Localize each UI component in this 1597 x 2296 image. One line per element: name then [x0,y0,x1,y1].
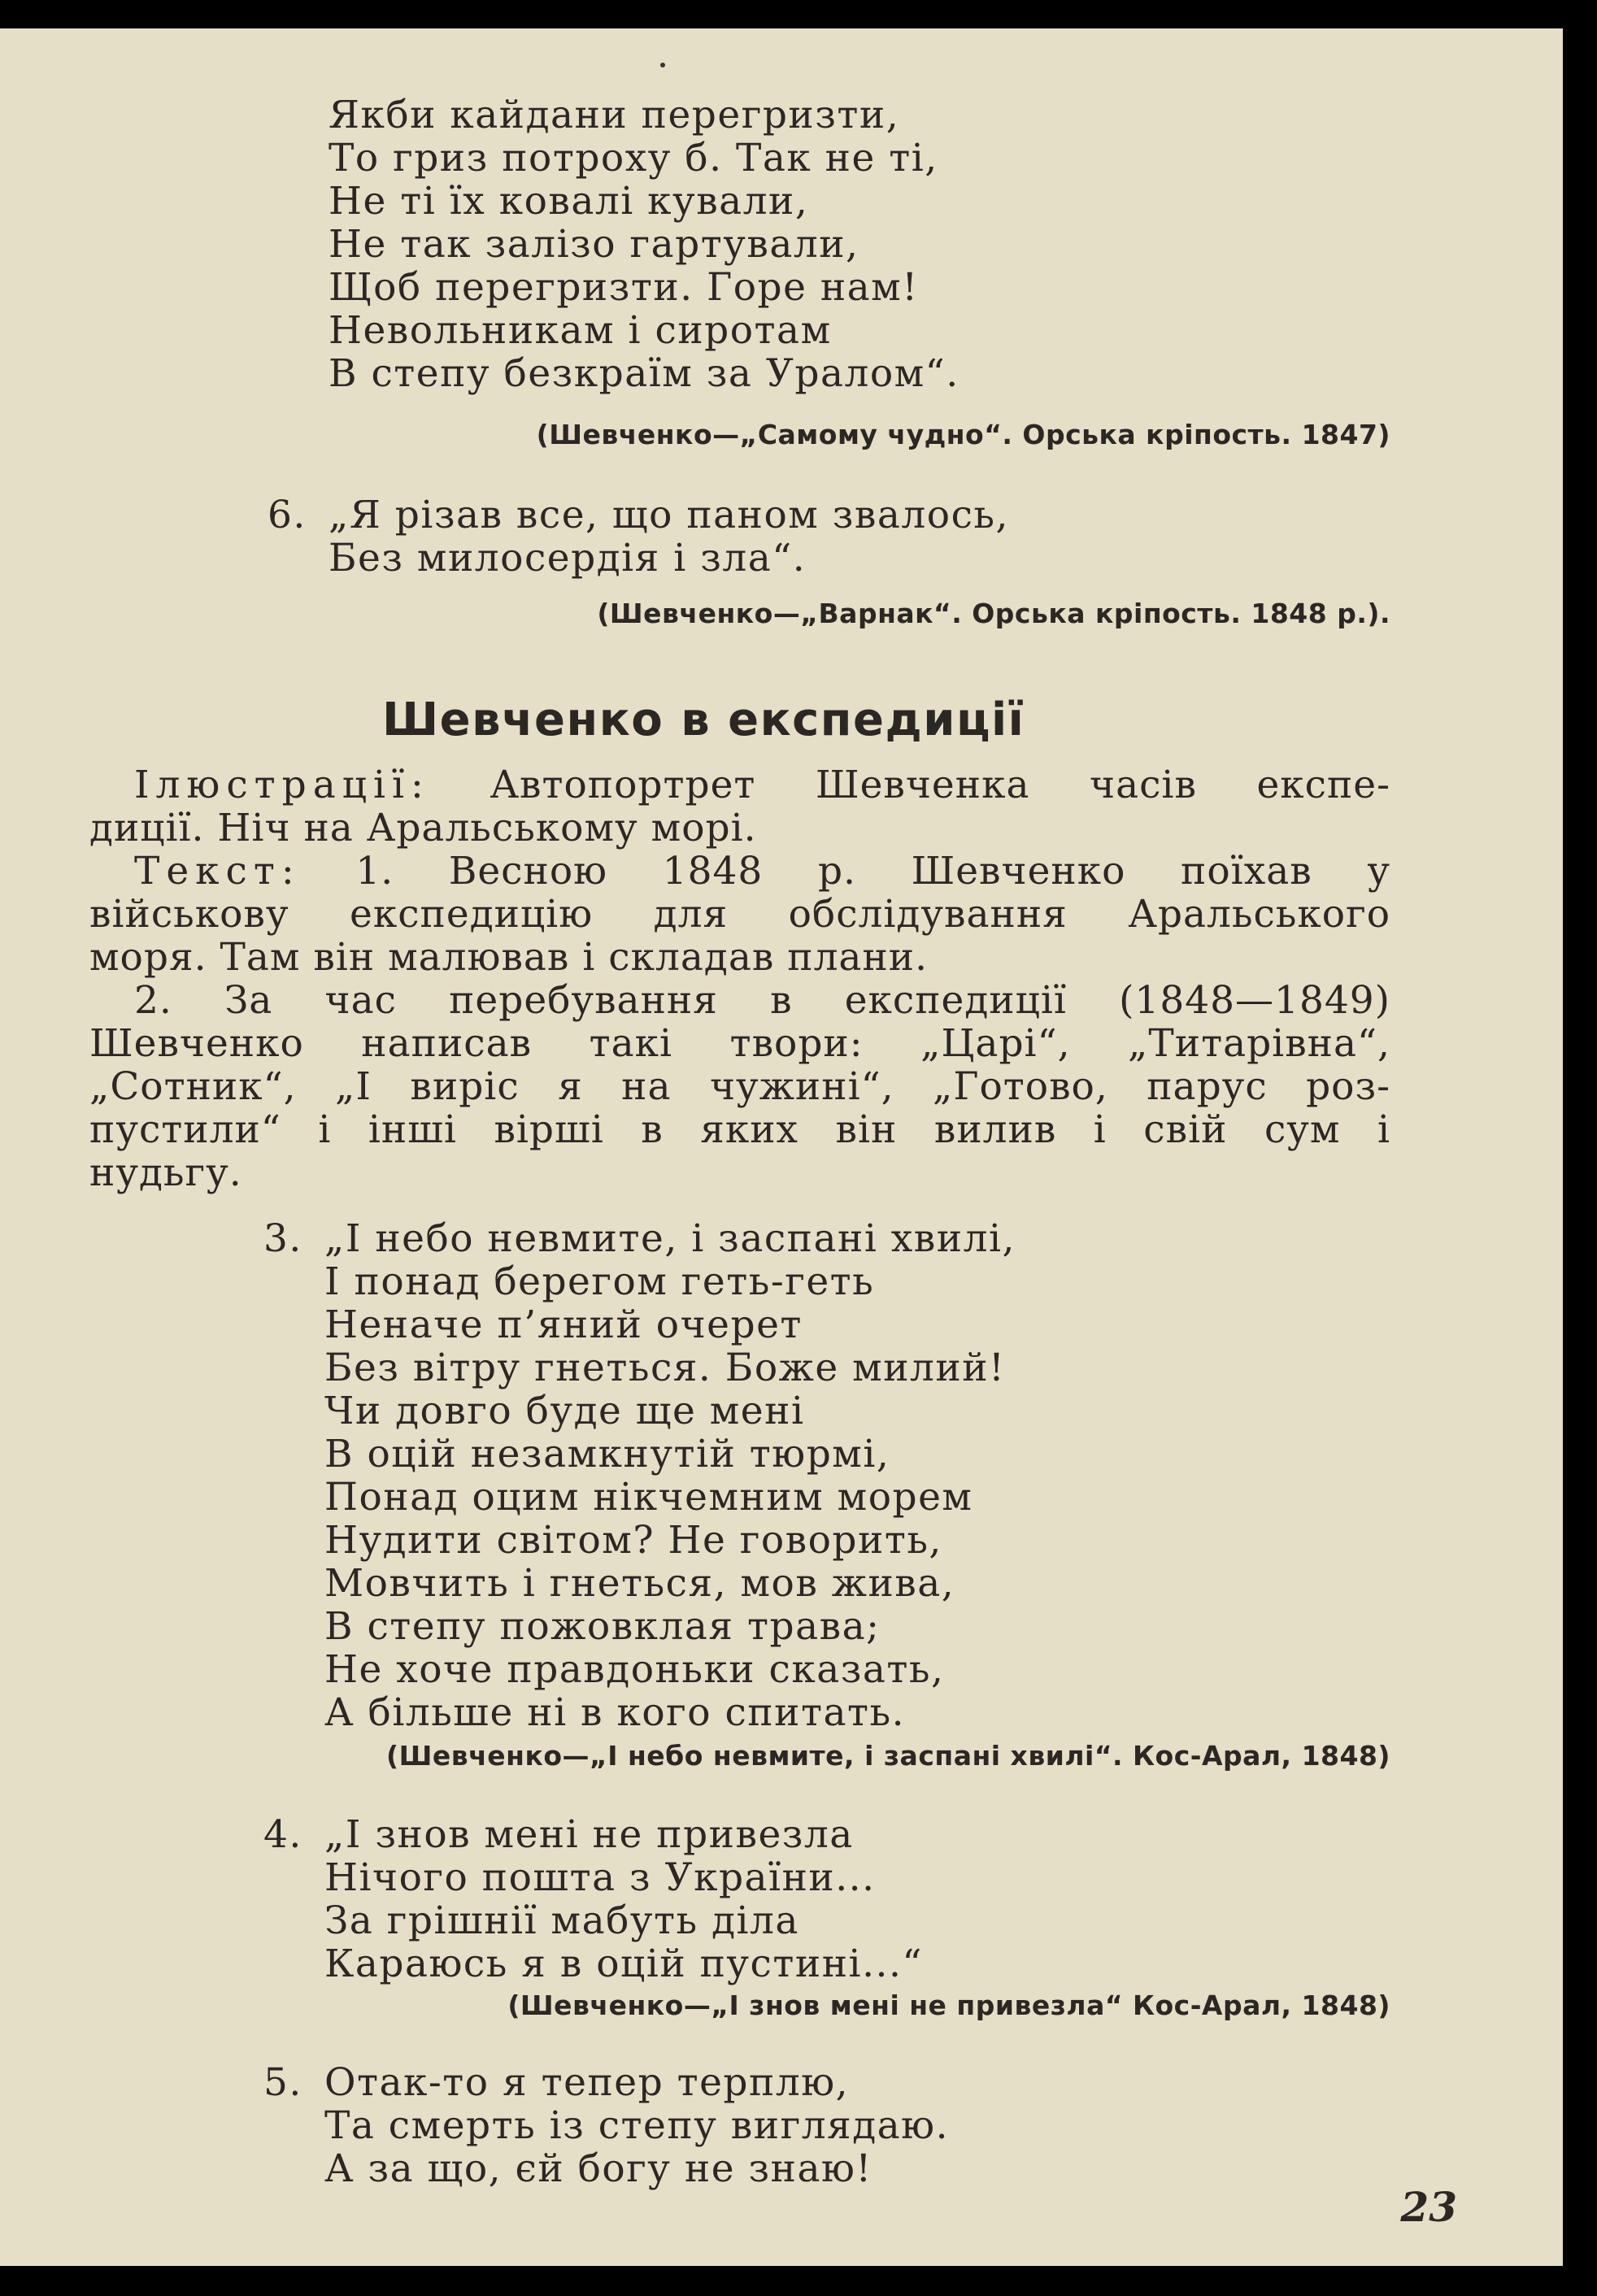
verse-top [329,93,960,395]
verse-number: 6. [268,493,307,537]
page-number: 23 [1400,2183,1457,2231]
citation: (Шевченко—„Варнак“. Орська кріпость. 1848 р.). [597,598,1390,629]
verse-line: Чи довго буде ще мені [324,1389,805,1433]
prose-line: пустили“ і інші вірші в яких він вилив і свій сум і [89,1107,1390,1152]
verse-line: В степу безкраїм за Уралом“. [329,351,960,396]
verse-line: Не так залізо гартували, [329,222,859,267]
verse-line: Караюсь я в оцій пустині...“ [324,1942,923,1986]
section-heading: Шевченко в експедиції [382,694,1025,746]
verse-line [263,1813,923,1856]
verse-5 [263,2061,949,2190]
illustrations-label: Ілюстрації: [134,763,430,807]
verse-line: І понад берегом геть-геть [324,1259,875,1304]
verse-number: 4. [263,1812,302,1857]
verse-line: За грішнії мабуть діла [324,1898,799,1943]
verse-line: Понад оцим нікчемним морем [324,1475,973,1520]
text-label: Текст: [134,849,301,894]
verse-line: Нудити світом? Не говорить, [324,1518,942,1563]
verse-text: „Я різав все, що паном звалось, [329,493,1009,537]
citation: (Шевченко—„Самому чудно“. Орська кріпость. 1847) [536,419,1390,450]
prose-line: нудьгу. [89,1150,242,1195]
verse-line: Щоб перегризти. Горе нам! [329,265,919,310]
verse-line [268,494,1009,537]
verse-line: Мовчить і гнеться, мов жива, [324,1561,955,1606]
text-paragraph [89,850,1390,893]
verse-line: А більше ні в кого спитать. [324,1690,906,1735]
citation: (Шевченко—„І знов мені не привезла“ Кос-Арал, 1848) [507,1989,1390,2021]
illustrations-text: Автопортрет Шевченка часів експе- [429,763,1390,807]
verse-line: Не хоче правдоньки сказать, [324,1647,945,1692]
verse-line: Не ті їх ковалі кували, [329,179,809,224]
verse-line: А за що, єй богу не знаю! [324,2146,872,2191]
verse-4 [263,1813,923,1985]
prose-line: 2. За час перебування в експедиції (1848—1849) [134,978,1390,1023]
prose-line: „Сотник“, „І виріс я на чужині“, „Готово, парус роз- [89,1064,1390,1109]
verse-line: Якби кайдани перегризти, [329,93,900,137]
verse-number: 5. [263,2060,302,2105]
verse-line: То гриз потроху б. Так не ті, [329,136,938,180]
verse-line: Неначе п’яний очерет [324,1302,803,1347]
ink-dot [660,63,665,67]
verse-line: В степу пожовклая трава; [324,1604,881,1649]
prose-line: диції. Ніч на Аральському морі. [89,806,757,850]
verse-line: Нічого пошта з України... [324,1855,876,1900]
verse-line: Без вітру гнеться. Боже милий! [324,1346,1006,1390]
verse-line [263,2061,949,2104]
text-line: 1. Весною 1848 р. Шевченко поїхав у [300,849,1390,894]
verse-text: Отак-то я тепер терплю, [324,2060,850,2105]
book-page [0,28,1563,2266]
prose-line: Шевченко написав такі твори: „Царі“, „Титарівна“, [89,1021,1390,1066]
verse-line: Без милосердія і зла“. [329,536,807,581]
verse-line: В оцій незамкнутій тюрмі, [324,1432,890,1476]
verse-text: „І знов мені не привезла [324,1812,854,1857]
verse-6 [268,494,1009,580]
prose-line: моря. Там він малював і складав плани. [89,935,929,980]
illustrations-paragraph [89,763,1390,807]
verse-line [263,1217,1016,1260]
verse-text: „І небо невмите, і заспані хвилі, [324,1216,1016,1261]
prose-line: військову експедицію для обслідування Аральського [89,892,1390,937]
verse-line: Невольникам і сиротам [329,308,832,353]
verse-line: Та смерть із степу виглядаю. [324,2103,950,2148]
verse-3 [263,1217,1016,1734]
verse-number: 3. [263,1216,302,1261]
citation: (Шевченко—„І небо невмите, і заспані хвилі“. Кос-Арал, 1848) [386,1740,1390,1772]
